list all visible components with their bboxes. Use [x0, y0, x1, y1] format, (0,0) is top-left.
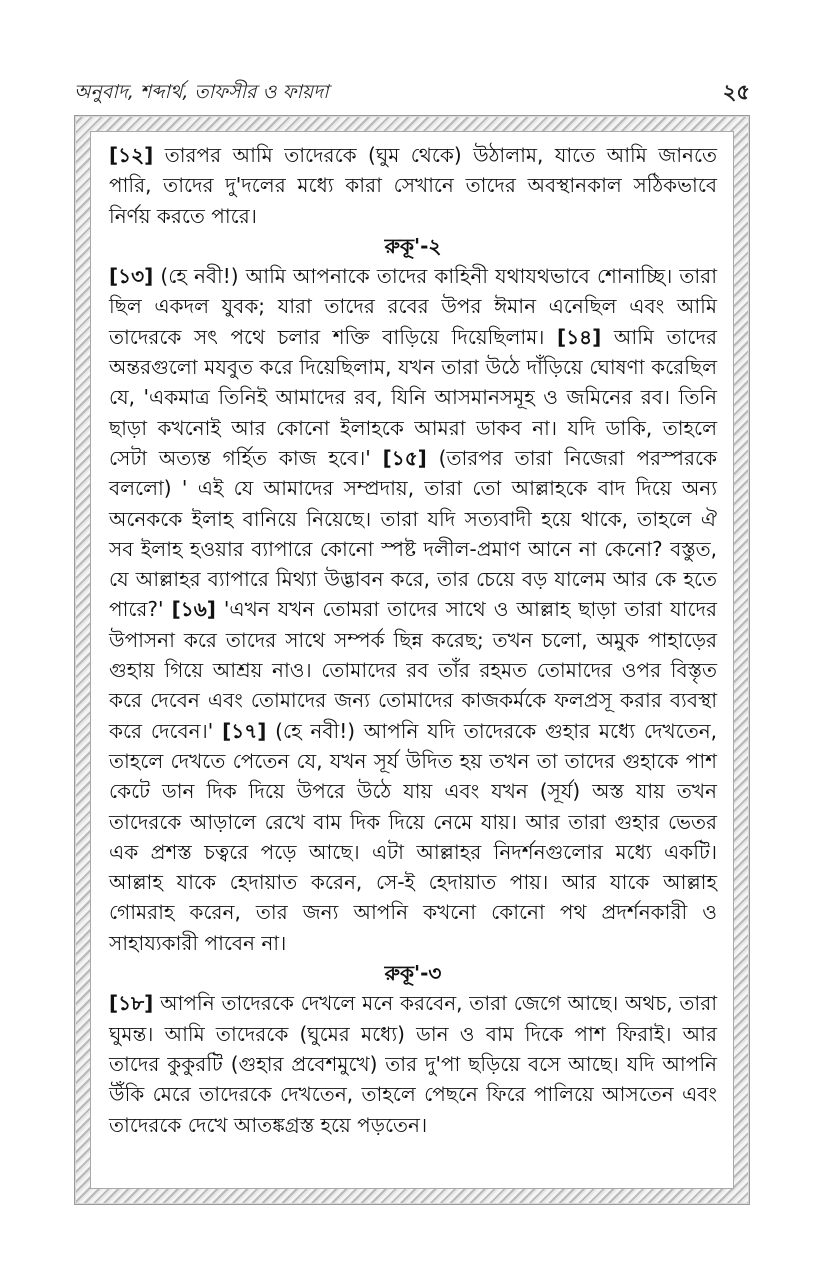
verse-text: তারপর আমি তাদেরকে (ঘুম থেকে) উঠালাম, যাতে আমি জানতে পারি, তাদের দু'দলের মধ্যে কারা সেখানে তাদের অবস্থানকাল সঠিকভাবে নির্ণয় করতে পারে।: [109, 143, 717, 228]
verse-text: আমি তাদের অন্তরগুলো মযবুত করে দিয়েছিলাম, যখন তারা উঠে দাঁড়িয়ে ঘোষণা করেছিল যে, 'একমাত্র তিনিই আমাদের রব, যিনি আসমানসমূহ ও জমিনের রব। তিনি ছাড়া কখনোই আর কোনো ইলাহকে আমরা ডাকব না। যদি ডাকি, তাহলে সেটা অত্যন্ত গর্হিত কাজ হবে।': [109, 324, 717, 470]
ornamental-frame: [74, 115, 750, 1205]
verse-paragraph: [109, 140, 717, 231]
verse-number: [১৮]: [109, 991, 154, 1016]
ruku-heading: রুকূ'-৩: [384, 961, 442, 986]
verse-paragraph: [109, 261, 717, 958]
verse-paragraph: [109, 988, 717, 1139]
verse-number: [১৫]: [382, 445, 427, 470]
verse-text: (তারপর তারা নিজেরা পরস্পরকে বললো) ' এই যে আমাদের সম্প্রদায়, তারা তো আল্লাহকে বাদ দিয়ে অন্য অনেককে ইলাহ বানিয়ে নিয়েছে। তারা যদি সত্যবাদী হয়ে থাকে, তাহলে ঐ সব ইলাহ হওয়ার ব্যাপারে কোনো স্পষ্ট দলীল-প্রমাণ আনে না কেনো? বস্তুত, যে আল্লাহর ব্যাপারে মিথ্যা উদ্ভাবন করে, তার চেয়ে বড় যালেম আর কে হতে পারে?': [109, 445, 717, 622]
running-title: অনুবাদ, শব্দার্থ, তাফসীর ও ফায়দা: [74, 81, 329, 103]
translation-body: [109, 140, 717, 1140]
ruku-heading: রুকূ'-২: [384, 233, 442, 258]
verse-number: [১৬]: [171, 597, 216, 622]
verse-number: [১৩]: [109, 264, 154, 289]
verse-number: [১৭]: [222, 718, 267, 743]
verse-text: (হে নবী!) আপনি যদি তাদেরকে গুহার মধ্যে দেখতেন, তাহলে দেখতে পেতেন যে, যখন সূর্য উদিত হয় তখন তা তাদের গুহাকে পাশ কেটে ডান দিক দিয়ে উপরে উঠে যায় এবং যখন (সূর্য) অস্ত যায় তখন তাদেরকে আড়ালে রেখে বাম দিক দিয়ে নেমে যায়। আর তারা গুহার ভেতর এক প্রশস্ত চত্বরে পড়ে আছে। এটা আল্লাহর নিদর্শনগুলোর মধ্যে একটি। আল্লাহ যাকে হেদায়াত করেন, সে-ই হেদায়াত পায়। আর যাকে আল্লাহ গোমরাহ করেন, তার জন্য আপনি কখনো কোনো পথ প্রদর্শনকারী ও সাহায্যকারী পাবেন না।: [109, 718, 717, 955]
page-number: ২৫: [722, 80, 750, 104]
verse-number: [১২]: [109, 143, 154, 167]
verse-text: 'এখন যখন তোমরা তাদের সাথে ও আল্লাহ ছাড়া তারা যাদের উপাসনা করে তাদের সাথে সম্পর্ক ছিন্ন করেছ; তখন চলো, অমুক পাহাড়ের গুহায় গিয়ে আশ্রয় নাও। তোমাদের রব তাঁর রহমত তোমাদের ওপর বিস্তৃত করে দেবেন এবং তোমাদের জন্য তোমাদের কাজকর্মকে ফলপ্রসূ করার ব্যবস্থা করে দেবেন।': [109, 597, 718, 743]
verse-text: (হে নবী!) আমি আপনাকে তাদের কাহিনী যথাযথভাবে শোনাচ্ছি। তারা ছিল একদল যুবক; যারা তাদের রবের উপর ঈমান এনেছিল এবং আমি তাদেরকে সৎ পথে চলার শক্তি বাড়িয়ে দিয়েছিলাম।: [109, 264, 717, 349]
text-panel: [90, 131, 734, 1189]
verse-number: [১৪]: [557, 324, 602, 349]
verse-text: আপনি তাদেরকে দেখলে মনে করবেন, তারা জেগে আছে। অথচ, তারা ঘুমন্ত। আমি তাদেরকে (ঘুমের মধ্যে) ডান ও বাম দিকে পাশ ফিরাই। আর তাদের কুকুরটি (গুহার প্রবেশমুখে) তার দু'পা ছড়িয়ে বসে আছে। যদি আপনি উঁকি মেরে তাদেরকে দেখতেন, তাহলে পেছনে ফিরে পালিয়ে আসতেন এবং তাদেরকে দেখে আতঙ্কগ্রস্ত হয়ে পড়তেন।: [109, 991, 717, 1137]
